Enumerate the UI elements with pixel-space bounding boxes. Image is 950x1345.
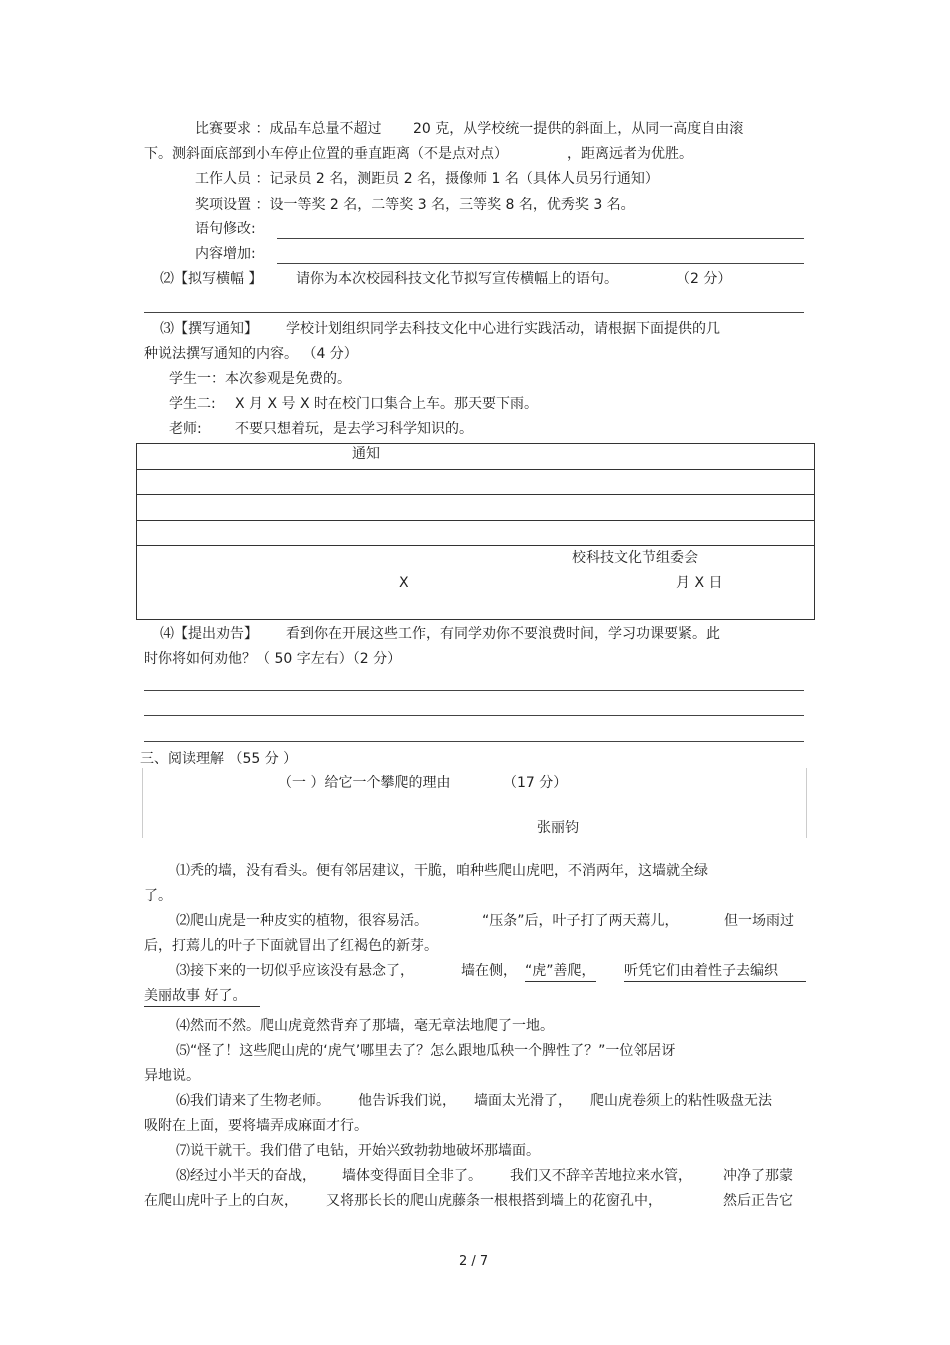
page-number: 2 / 7: [459, 1254, 489, 1269]
q4-heading: ⑷【提出劝告】: [160, 626, 258, 642]
underlined-phrase: 美丽故事 好了。: [144, 987, 260, 1007]
paragraph-2-part: 但一场雨过: [724, 913, 794, 929]
underlined-phrase: 听凭它们由着性子去编织: [624, 962, 806, 982]
paragraph-2: ⑵爬山虎是一种皮实的植物，很容易活。: [176, 913, 428, 929]
q2-text: 请你为本次校园科技文化节拟写宣传横幅上的语句。: [296, 271, 618, 287]
add-label: 内容增加:: [195, 246, 256, 262]
paragraph-6: ⑹我们请来了生物老师。: [176, 1093, 330, 1109]
underlined-phrase: “虎”善爬，: [525, 962, 596, 982]
q4-line1: 看到你在开展这些工作，有同学劝你不要浪费时间，学习功课要紧。此: [286, 626, 720, 642]
frame-edge: [806, 768, 807, 838]
paragraph-6-part: 墙面太光滑了，: [474, 1093, 572, 1109]
q4-answer-line[interactable]: [144, 715, 804, 716]
q4-answer-line[interactable]: [144, 741, 804, 742]
paragraph-3: ⑶接下来的一切似乎应该没有悬念了，: [176, 963, 414, 979]
q2-answer-line[interactable]: [144, 312, 804, 313]
student1-statement: 学生一：本次参观是免费的。: [169, 371, 351, 387]
notice-date-x: X: [399, 575, 409, 591]
teacher-statement: 不要只想着玩，是去学习科学知识的。: [235, 421, 473, 437]
paragraph-6-cont: 吸附在上面，要将墙弄成麻面才行。: [144, 1118, 368, 1134]
paragraph-1-cont: 了。: [144, 888, 172, 904]
notice-title: 通知: [352, 446, 380, 462]
requirement-label: 比赛要求 ：成品车总量不超过: [195, 121, 382, 137]
paragraph-2-part: “压条”后，叶子打了两天蔫儿，: [482, 913, 679, 929]
paragraph-5-cont: 异地说。: [144, 1068, 200, 1084]
paragraph-6-part: 爬山虎卷须上的粘性吸盘无法: [590, 1093, 772, 1109]
q3-line2: 种说法撰写通知的内容。 （4 分）: [144, 346, 358, 362]
paragraph-8-part: 冲净了那蒙: [723, 1168, 793, 1184]
paragraph-4: ⑷然而不然。爬山虎竟然背弃了那墙，毫无章法地爬了一地。: [176, 1018, 554, 1034]
student2-statement: X 月 X 号 X 时在校门口集合上车。那天要下雨。: [235, 396, 539, 412]
paragraph-3-part: 墙在侧，: [461, 963, 517, 979]
paragraph-8-part: 然后正告它: [723, 1193, 793, 1209]
paragraph-1: ⑴秃的墙，没有看头。便有邻居建议，干脆，咱种些爬山虎吧，不消两年，这墙就全绿: [176, 863, 708, 879]
revise-answer-line[interactable]: [277, 238, 804, 239]
notice-row-divider: [137, 494, 814, 495]
teacher-label: 老师:: [169, 421, 202, 437]
q2-score: （2 分）: [676, 271, 732, 287]
notice-row-divider: [137, 520, 814, 521]
notice-signature: 校科技文化节组委会: [572, 550, 698, 566]
staff-line: 工作人员 ：记录员 2 名，测距员 2 名，摄像师 1 名（具体人员另行通知）: [195, 171, 659, 187]
notice-date: 月 X 日: [676, 575, 723, 591]
awards-line: 奖项设置 ：设一等奖 2 名，二等奖 3 名，三等奖 8 名，优秀奖 3 名。: [195, 197, 635, 213]
paragraph-8-part: 又将那长长的爬山虎藤条一根根搭到墙上的花窗孔中，: [326, 1193, 662, 1209]
q3-line1: 学校计划组织同学去科技文化中心进行实践活动，请根据下面提供的几: [286, 321, 720, 337]
passage-title: （一 ）给它一个攀爬的理由: [278, 775, 451, 791]
passage-author: 张丽钧: [537, 820, 579, 836]
paragraph-6-part: 他告诉我们说，: [358, 1093, 456, 1109]
requirement-line2a: 下。测斜面底部到小车停止位置的垂直距离（不是点对点）: [144, 146, 508, 162]
q3-heading: ⑶【撰写通知】: [160, 321, 258, 337]
add-answer-line[interactable]: [277, 263, 804, 264]
q4-line2: 时你将如何劝他？（ 50 字左右）（2 分）: [144, 651, 402, 667]
requirement-line2b: ，距离远者为优胜。: [567, 146, 693, 162]
notice-row-divider: [137, 469, 814, 470]
revise-label: 语句修改:: [195, 221, 256, 237]
student2-label: 学生二:: [169, 396, 216, 412]
paragraph-8: ⑻经过小半天的奋战，: [176, 1168, 316, 1184]
paragraph-5: ⑸“怪了！这些爬山虎的‘虎气’哪里去了？怎么跟地瓜秧一个脾性了？”一位邻居讶: [176, 1043, 676, 1059]
paragraph-8-part: 墙体变得面目全非了。: [342, 1168, 482, 1184]
paragraph-8-cont: 在爬山虎叶子上的白灰，: [144, 1193, 298, 1209]
passage-score: （17 分）: [503, 775, 568, 791]
requirement-text: 20 克，从学校统一提供的斜面上，从同一高度自由滚: [413, 121, 744, 137]
q2-heading: ⑵【拟写横幅 】: [160, 271, 263, 287]
section-heading: 三、阅读理解 （55 分 ）: [140, 751, 298, 767]
paragraph-8-part: 我们又不辞辛苦地拉来水管，: [510, 1168, 692, 1184]
frame-edge: [142, 768, 143, 838]
notice-row-divider: [137, 545, 814, 546]
paragraph-7: ⑺说干就干。我们借了电钻，开始兴致勃勃地破坏那墙面。: [176, 1143, 540, 1159]
q4-answer-line[interactable]: [144, 690, 804, 691]
paragraph-2-cont: 后，打蔫儿的叶子下面就冒出了红褐色的新芽。: [144, 938, 438, 954]
